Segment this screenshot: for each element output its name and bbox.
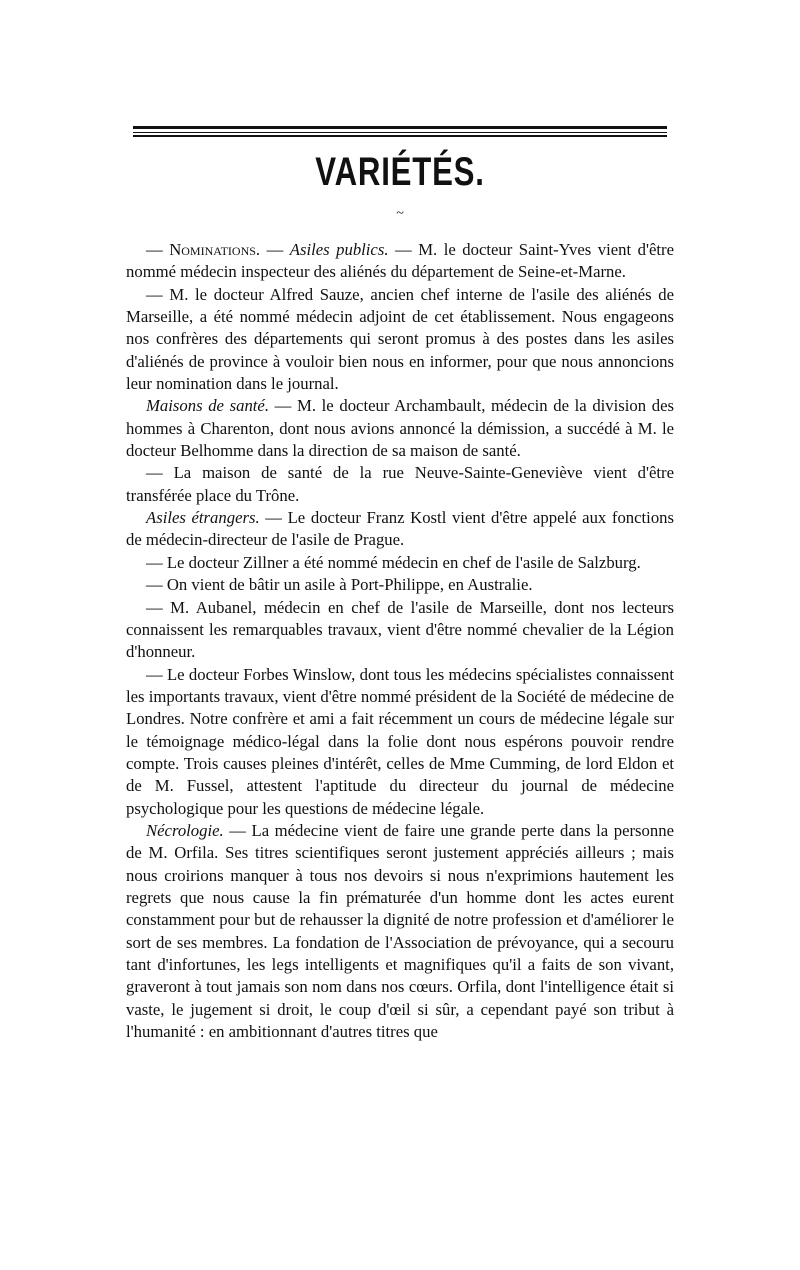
paragraph-text: — Le docteur Zillner a été nommé médecin en chef de l'asile de Salzburg. [146,552,641,572]
rubric-subtitle: Asiles étrangers. [146,508,260,528]
paragraph [126,395,674,462]
paragraph [126,462,674,507]
section-title: VARIÉTÉS. [315,150,485,194]
paragraph-text: — On vient de bâtir un asile à Port-Philippe, en Australie. [146,575,533,595]
paragraph [126,820,674,1043]
header-rule [133,135,667,137]
paragraph-text: — Le docteur Forbes Winslow, dont tous les médecins spécialistes connaissent les importants travaux, vient d'être nommé président de la Société de médecine de Londres. Notre confrère et ami a fait récemment un cours de médecine légale sur le témoignage médico-légal dans la folie dont nous espérons pouvoir rendre compte. Trois causes pleines d'intérêt, celles de Mme Cumming, de lord Eldon et de M. Fussel, attestent l'aptitude du directeur du journal de médecine psychologique pour les questions de médecine légale. [126,664,674,818]
paragraph [126,574,674,596]
paragraph-text: — M. le docteur Saint-Yves vient d'être nommé médecin inspecteur des aliénés du département de Seine-et-Marne. [126,240,674,282]
paragraph [126,552,674,574]
paragraph [126,239,674,284]
title-ornament: ~ [396,206,404,221]
header-rule [133,126,667,129]
paragraph-separator: . — [255,240,290,259]
header-rule [133,132,667,133]
rubric-subtitle: Maisons de santé. [146,396,270,416]
paragraph [126,507,674,552]
paragraph-lead: — [146,240,170,259]
paragraph [126,284,674,396]
body-text [126,239,674,1043]
rubric-subtitle: Nécrologie. [146,820,224,840]
paragraph-text: — La médecine vient de faire une grande perte dans la personne de M. Orfila. Ses titres scientifiques seront justement appréciés ailleurs ; mais nous croirions manquer à tous nos devoirs si nous n'exprimions hautement les regrets que nous cause la fin prématurée d'un homme dont les actes eurent constamment pour but de rehausser la dignité de notre profession et d'améliorer le sort de ses membres. La fondation de l'Association de prévoyance, qui a secouru tant d'infortunes, les legs intelligents et magnifiques qu'il a faits de son vivant, graveront à tout jamais son nom dans nos cœurs. Orfila, dont l'intelligence était si vaste, le jugement si droit, le coup d'œil si sûr, a cependant payé son tribut à l'humanité : en ambitionnant d'autres titres que [126,820,674,1042]
rubric-label: Nominations [169,240,256,259]
paragraph-text: — M. le docteur Archambault, médecin de la division des hommes à Charenton, dont nous avions annoncé la démission, a succédé à M. le docteur Belhomme dans la direction de sa maison de santé. [126,396,674,461]
paragraph-text: — M. Aubanel, médecin en chef de l'asile de Marseille, dont nos lecteurs connaissent les remarquables travaux, vient d'être nommé chevalier de la Légion d'honneur. [126,597,674,662]
rubric-subtitle: Asiles publics. [289,240,389,259]
paragraph-text: — La maison de santé de la rue Neuve-Sainte-Geneviève vient d'être transférée place du Trône. [126,463,674,505]
paragraph-text: — M. le docteur Alfred Sauze, ancien chef interne de l'asile des aliénés de Marseille, a été nommé médecin adjoint de cet établissement. Nous engageons nos confrères des départements qui seront promus à des postes dans les asiles d'aliénés de province à vouloir bien nous en informer, pour que nous annoncions leur nomination dans le journal. [126,284,674,394]
paragraph-text: — Le docteur Franz Kostl vient d'être appelé aux fonctions de médecin-directeur de l'asile de Prague. [126,508,674,550]
paragraph [126,597,674,664]
paragraph [126,664,674,820]
